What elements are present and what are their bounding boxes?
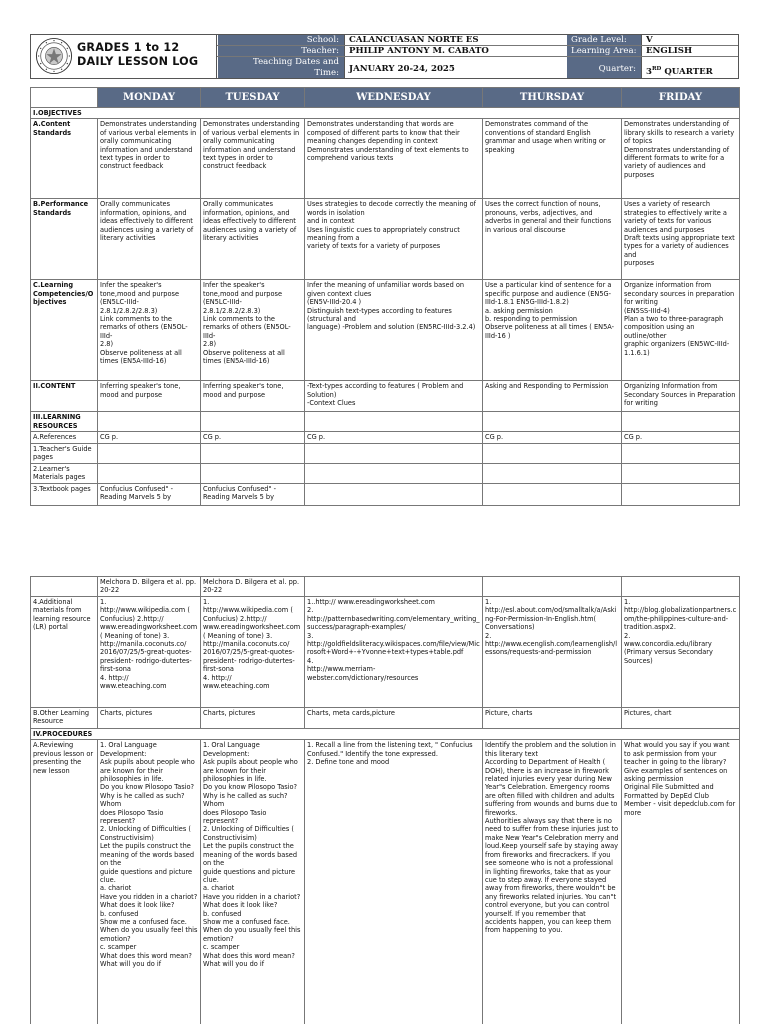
cell-references-fri: CG p.: [622, 432, 740, 443]
text-line: Infer the meaning of unfamiliar words based on given context clues: [307, 281, 465, 298]
text-line: guide questions and picture clue.: [100, 867, 193, 884]
empty-cell: [305, 443, 483, 463]
cell-textbook-thu: [483, 483, 622, 505]
empty-cell: [483, 412, 622, 432]
text-line: Observe politeness at all times ( EN5A-IIId-16 ): [485, 323, 615, 340]
references-row: [31, 432, 740, 443]
text-line: 2.8): [203, 340, 217, 349]
cell-reviewing-wed: [305, 740, 483, 1024]
section-learning-resources: III.LEARNING RESOURCES: [31, 412, 98, 432]
cell-additional-mon: [98, 597, 201, 708]
text-line: variety of texts for a variety of purposes: [307, 242, 441, 251]
text-line: Infer the speaker's tone,mood and purpose: [203, 281, 283, 298]
procedures-row: [31, 729, 740, 740]
text-line: 3.: [307, 631, 314, 640]
cell-content-standards-tue: Demonstrates understanding of various verbal elements in orally communicating information and understand text types in order to construct feedback: [201, 119, 305, 199]
text-line: Observe politeness at all times (EN5A-IIId-16): [203, 348, 285, 366]
other-resources-row: [31, 708, 740, 729]
cell-performance-standards-thu: Uses the correct function of nouns, pronouns, verbs, adjectives, and adverbs in general and their functions in various oral discourse: [483, 199, 622, 280]
cell-performance-standards-wed: [305, 199, 483, 280]
title-line-1: GRADES 1 to 12: [77, 41, 180, 54]
cell-reviewing-fri: [622, 740, 740, 1024]
additional-materials-row: [31, 597, 740, 708]
cell-textbook-cont-tue: Melchora D. Bilgera et al. pp. 20-22: [201, 577, 305, 597]
section-procedures: IV.PROCEDURES: [31, 729, 740, 740]
lesson-table-page-1: [30, 87, 740, 506]
content-row: [31, 381, 740, 412]
text-line: Have you ridden in a chariot? What does it look like?: [203, 892, 301, 910]
text-line: 2.8.1/2.8.2/2.8.3): [203, 306, 261, 315]
text-line: Ask pupils about people who are known for their philosophies in life.: [203, 758, 298, 784]
text-line: -Context Clues: [307, 399, 356, 408]
school-label: School:: [218, 35, 344, 46]
cell-content-wed: [305, 381, 483, 412]
text-line: does Pilosopo Tasio represent?: [100, 808, 164, 826]
cell-content-mon: Inferring speaker's tone, mood and purpose: [98, 381, 201, 412]
title-line-2: DAILY LESSON LOG: [77, 55, 199, 68]
cell-other-resources-wed: Charts, meta cards,picture: [305, 708, 483, 729]
text-line: Demonstrates understanding that words are composed of different parts to know that their meaning changes depending in context: [307, 120, 460, 146]
cell-competencies-wed: [305, 280, 483, 381]
area-value: ENGLISH: [641, 46, 738, 57]
cell-textbook-tue: Confucius Confused" - Reading Marvels 5 by: [201, 483, 305, 505]
cell-performance-standards-tue: Orally communicates information, opinions, and ideas effectively to different audiences using a variety of literary activities: [201, 199, 305, 280]
text-line: 1. Recall a line from the listening text, " Confucius Confused." Identify the tone expressed.: [307, 741, 473, 758]
dates-value: JANUARY 20-24, 2025: [344, 57, 567, 78]
text-line: guide questions and picture clue.: [203, 867, 296, 884]
text-line: Show me a confused face. When do you usually feel this: [100, 917, 198, 935]
text-line: Show me a confused face. When do you usually feel this: [203, 917, 301, 935]
cell-other-resources-thu: Picture, charts: [483, 708, 622, 729]
empty-cell: [305, 463, 483, 483]
cell-competencies-mon: [98, 280, 201, 381]
cell-other-resources-mon: Charts, pictures: [98, 708, 201, 729]
text-line: 1.: [203, 598, 210, 606]
text-line: http://patternbasedwriting.com/elementary_writing_success/paragraph-examples/: [307, 614, 480, 632]
performance-standards-row: [31, 199, 740, 280]
day-header-wednesday: WEDNESDAY: [305, 88, 483, 108]
cell-reviewing-thu: [483, 740, 622, 1024]
cell-references-wed: CG p.: [305, 432, 483, 443]
header-blank: [31, 88, 98, 108]
reviewing-row: [31, 740, 740, 1024]
cell-textbook-wed: [305, 483, 483, 505]
text-line: Uses strategies to decode correctly the meaning of words in isolation: [307, 200, 477, 217]
text-line: http://goldfieldsliteracy.wikispaces.com/file/view/Microsoft+Word+-+Yvonne+text+types+table.pdf: [307, 640, 480, 657]
learners-materials-row: [31, 463, 740, 483]
cell-content-thu: Asking and Responding to Permission: [483, 381, 622, 412]
empty-cell: [98, 443, 201, 463]
cell-other-resources-tue: Charts, pictures: [201, 708, 305, 729]
content-standards-row: [31, 119, 740, 199]
quarter-suffix: RD: [651, 66, 662, 72]
text-line: (EN5LC-IIId-: [203, 298, 242, 307]
row-label-competencies: C.Learning Competencies/Objectives: [31, 280, 98, 381]
deped-seal-icon: [35, 37, 73, 75]
text-line: does Pilosopo Tasio represent?: [203, 808, 267, 826]
day-header-tuesday: TUESDAY: [201, 88, 305, 108]
cell-content-standards-fri: [622, 119, 740, 199]
dates-label-line-1: Teaching Dates and: [253, 57, 339, 67]
text-line: Infer the speaker's tone,mood and purpose: [100, 281, 180, 298]
header-rule: [217, 56, 738, 57]
empty-cell: [201, 463, 305, 483]
cell-reviewing-mon: [98, 740, 201, 1024]
empty-cell: [483, 463, 622, 483]
empty-cell: [98, 412, 201, 432]
text-line: graphic organizers (EN5WC-IIId-1.1.6.1): [624, 340, 730, 357]
cell-references-thu: CG p.: [483, 432, 622, 443]
text-line: Observe politeness at all times (EN5A-IIId-16): [100, 348, 182, 366]
cell-other-resources-fri: Pictures, chart: [622, 708, 740, 729]
text-line: www.concordia.edu/library (Primary versus Secondary Sources): [624, 640, 713, 665]
quarter-number: 3: [646, 66, 652, 77]
text-line: Demonstrates understanding of different formats to write for a variety of audiences and purposes: [624, 145, 730, 179]
text-line: c. scamper: [203, 943, 240, 952]
empty-cell: [622, 443, 740, 463]
text-line: http://www.ecenglish.com/learnenglish/lessons/requests-and-permission: [485, 640, 618, 657]
text-line: 1. Oral Language Development:: [100, 741, 157, 758]
text-line: http://www.wikipedia.com ( Confucius) 2.http:// www.ereadingworksheet.com( Meaning of tone) 3. http://manila.coconuts.co/ 2016/07/25/5-great-quotes- president- rodrigo-dutertes-first-sona: [100, 606, 198, 674]
competencies-row: [31, 280, 740, 381]
cell-content-standards-mon: Demonstrates understanding of various verbal elements in orally communicating information and understand text types in order to construct feedback: [98, 119, 201, 199]
text-line: Draft texts using appropriate text types for a variety of audiences and: [624, 234, 735, 259]
row-label-teachers-guide: 1.Teacher's Guide pages: [31, 443, 98, 463]
text-line: Let the pupils construct the meaning of the words based on the: [100, 842, 195, 868]
text-line: Uses linguistic cues to appropriately construct meaning from a: [307, 225, 460, 243]
cell-content-standards-thu: Demonstrates command of the conventions of standard English grammar and usage when writing or speaking: [483, 119, 622, 199]
cell-references-tue: CG p.: [201, 432, 305, 443]
cell-content-fri: Organizing Information from Secondary Sources in Preparation for writing: [622, 381, 740, 412]
teacher-label: Teacher:: [218, 46, 344, 57]
cell-textbook-cont-fri: [622, 577, 740, 597]
row-label-textbook: 3.Textbook pages: [31, 483, 98, 505]
text-line: c. scamper: [100, 943, 137, 952]
quarter-word: QUARTER: [661, 66, 713, 77]
text-line: a. chariot: [100, 884, 132, 893]
cell-content-standards-wed: [305, 119, 483, 199]
text-line: Demonstrates understanding of library skills to research a variety of topics: [624, 120, 735, 146]
text-line: Give examples of sentences on asking permission: [624, 766, 728, 784]
text-line: http://esl.about.com/od/smalltalk/a/Asking-For-Permission-In-English.htm( Conversations): [485, 606, 617, 632]
text-line: and in context: [307, 217, 355, 226]
dates-label: [218, 57, 344, 78]
lesson-table-page-2: [30, 576, 740, 1024]
cell-textbook-cont-mon: Melchora D. Bilgera et al. pp. 20-22: [98, 577, 201, 597]
text-line: Have you ridden in a chariot? What does it look like?: [100, 892, 198, 910]
row-label-other-resources: B.Other Learning Resource: [31, 708, 98, 729]
cell-additional-fri: [622, 597, 740, 708]
text-line: Authorities always say that there is no need to suffer from these injuries just to make New Year"s Celebration merry and loud.Keep yourself safe by staying away from fireworks and firecrackers. If you see someone who is not a professional in lighting fireworks, take that as your cue to step away. If everyone stayed away from fireworks, there wouldn"t be any fireworks related injuries. You can"t control everyone, but you can control yourself. If you remember that accidents happen, you can keep them from happening to you.: [485, 817, 619, 935]
cell-references-mon: CG p.: [98, 432, 201, 443]
text-line: 2. Unlocking of Difficulties ( Constructivisim): [203, 825, 294, 842]
row-label-references: A.References: [31, 432, 98, 443]
cell-textbook-mon: Confucius Confused" - Reading Marvels 5 by: [98, 483, 201, 505]
text-line: http://blog.globalizationpartners.com/the-philippines-culture-and-tradition.aspx2.: [624, 606, 737, 632]
text-line: What does this word mean? What will you do if: [100, 951, 192, 968]
cell-textbook-cont-wed: [305, 577, 483, 597]
text-line: 1..http:// www.ereadingworksheet.com: [307, 598, 435, 606]
text-line: 2.8.1/2.8.2/2.8.3): [100, 306, 158, 315]
empty-cell: [201, 443, 305, 463]
header-rule: [217, 45, 738, 46]
row-label-learners-materials: 2.Learner's Materials pages: [31, 463, 98, 483]
quarter-value: [641, 57, 738, 78]
text-line: 2.: [624, 631, 631, 640]
text-line: 2. Define tone and mood: [307, 758, 390, 767]
text-line: 2. Unlocking of Difficulties ( Constructivisim): [100, 825, 191, 842]
text-line: Demonstrates understanding of text elements to comprehend various texts: [307, 145, 469, 163]
lesson-log-header: [30, 34, 739, 79]
teacher-value: PHILIP ANTONY M. CABATO: [344, 46, 567, 57]
text-line: Use a particular kind of sentence for a specific purpose and audience (EN5G-IIId-1.8.1 EN5G-IIId-1.8.2): [485, 281, 612, 307]
text-line: 2.: [485, 631, 492, 640]
row-label-content: II.CONTENT: [31, 381, 98, 412]
document-title: [77, 41, 198, 69]
text-line: (EN5LC-IIId-: [100, 298, 139, 307]
learning-resources-row: [31, 412, 740, 432]
text-line: a. chariot: [203, 884, 235, 893]
day-header-row: [31, 88, 740, 108]
text-line: purposes: [624, 259, 655, 268]
empty-cell: [201, 412, 305, 432]
textbook-cont-row: [31, 577, 740, 597]
section-objectives: I.OBJECTIVES: [31, 108, 740, 119]
textbook-row: [31, 483, 740, 505]
cell-additional-tue: [201, 597, 305, 708]
text-line: According to Department of Health ( DOH), there is an increase in firework related injuries every year during New Year"s Celebration. Emergency rooms are often filled with children and adults suffering from wounds and burns due to fireworks.: [485, 758, 618, 817]
text-line: Plan a two to three-paragraph composition using an outline/other: [624, 315, 724, 340]
cell-additional-thu: [483, 597, 622, 708]
row-label-additional: 4.Additional materials from learning resource (LR) portal: [31, 597, 98, 708]
text-line: Distinguish text-types according to features (structural and: [307, 306, 452, 324]
objectives-row: [31, 108, 740, 119]
text-line: 4.: [307, 656, 314, 665]
text-line: 2.: [307, 606, 314, 615]
text-line: 1.: [485, 598, 492, 606]
row-label-content-standards: A.Content Standards: [31, 119, 98, 199]
school-value: CALANCUASAN NORTE ES: [344, 35, 567, 46]
text-line: http://www.wikipedia.com ( Confucius) 2.http:// www.ereadingworksheet.com( Meaning of tone) 3. http://manila.coconuts.co/ 2016/07/25/5-great-quotes- president- rodrigo-dutertes-first-sona: [203, 606, 301, 674]
empty-cell: [483, 443, 622, 463]
cell-performance-standards-fri: [622, 199, 740, 280]
text-line: Link comments to the remarks of others (EN5OL-IIId-: [100, 315, 188, 340]
text-line: a. asking permission: [485, 306, 553, 315]
text-line: 1.: [100, 598, 107, 606]
empty-cell: [31, 577, 98, 597]
dates-label-line-2: Time:: [314, 67, 339, 78]
text-line: Do you know Pilosopo Tasio? Why is he called as such? Whom: [203, 783, 298, 809]
text-line: 1. Oral Language Development:: [203, 741, 260, 758]
text-line: Original File Submitted and Formatted by DepEd Club Member - visit depedclub.com for more: [624, 783, 736, 817]
cell-additional-wed: [305, 597, 483, 708]
quarter-label: Quarter:: [567, 57, 641, 78]
grade-value: V: [641, 35, 738, 46]
text-line: Link comments to the remarks of others (EN5OL-IIId-: [203, 315, 291, 340]
row-label-performance-standards: B.Performance Standards: [31, 199, 98, 280]
teachers-guide-row: [31, 443, 740, 463]
cell-textbook-fri: [622, 483, 740, 505]
cell-reviewing-tue: [201, 740, 305, 1024]
day-header-monday: MONDAY: [98, 88, 201, 108]
text-line: emotion?: [203, 934, 234, 943]
text-line: b. confused: [100, 909, 139, 918]
cell-competencies-fri: [622, 280, 740, 381]
text-line: 4. http://: [203, 673, 232, 682]
text-line: emotion?: [100, 934, 131, 943]
empty-cell: [622, 412, 740, 432]
area-label: Learning Area:: [567, 46, 641, 57]
empty-cell: [98, 463, 201, 483]
text-line: Let the pupils construct the meaning of the words based on the: [203, 842, 298, 868]
text-line: What would you say if you want to ask permission from your teacher in going to the library?: [624, 741, 730, 767]
row-label-reviewing: A.Reviewing previous lesson or presenting the new lesson: [31, 740, 98, 1024]
text-line: 2.8): [100, 340, 114, 349]
text-line: (EN5SS-IIId-4): [624, 306, 670, 315]
text-line: www.eteaching.com: [100, 682, 167, 691]
text-line: (EN5V-IIId-20.4 ): [307, 298, 362, 307]
empty-cell: [622, 463, 740, 483]
text-line: 1.: [624, 598, 631, 606]
text-line: b. responding to permission: [485, 315, 578, 324]
grade-label: Grade Level:: [567, 35, 641, 46]
day-header-thursday: THURSDAY: [483, 88, 622, 108]
text-line: www.eteaching.com: [203, 682, 270, 691]
logo-area: [31, 35, 217, 78]
text-line: Identify the problem and the solution in this literary text: [485, 741, 616, 758]
cell-content-tue: Inferring speaker's tone, mood and purpose: [201, 381, 305, 412]
cell-competencies-thu: [483, 280, 622, 381]
cell-competencies-tue: [201, 280, 305, 381]
empty-cell: [305, 412, 483, 432]
text-line: http://www.merriam-webster.com/dictionary/resources: [307, 665, 419, 682]
text-line: b. confused: [203, 909, 242, 918]
text-line: -Text-types according to features ( Problem and Solution): [307, 382, 464, 399]
cell-textbook-cont-thu: [483, 577, 622, 597]
text-line: What does this word mean? What will you do if: [203, 951, 295, 968]
text-line: 4. http://: [100, 673, 129, 682]
cell-performance-standards-mon: Orally communicates information, opinions, and ideas effectively to different audiences using a variety of literary activities: [98, 199, 201, 280]
text-line: Do you know Pilosopo Tasio? Why is he called as such? Whom: [100, 783, 195, 809]
text-line: Ask pupils about people who are known for their philosophies in life.: [100, 758, 195, 784]
day-header-friday: FRIDAY: [622, 88, 740, 108]
text-line: Organize information from secondary sources in preparation for writing: [624, 281, 735, 307]
text-line: language) -Problem and solution (EN5RC-IIId-3.2.4): [307, 323, 476, 332]
text-line: Uses a variety of research strategies to effectively write a variety of texts for various audiences and purposes: [624, 200, 727, 234]
